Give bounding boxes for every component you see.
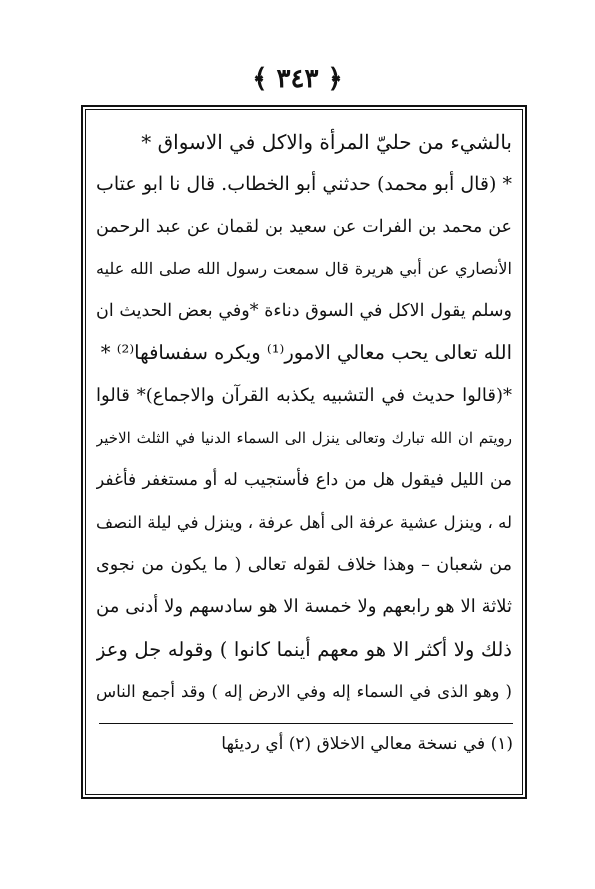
text-line-13: ذلك ولا أكثر الا هو معهم أينما كانوا ) وقوله جل وعز bbox=[96, 637, 512, 661]
text-line-6: الله تعالى يحب معالي الامور⁽¹⁾ ويكره سفسافها⁽²⁾ * bbox=[100, 341, 512, 365]
text-line-12: ثلاثة الا هو رابعهم ولا خمسة الا هو سادسهم ولا أدنى من bbox=[96, 596, 512, 618]
text-line-9: من الليل فيقول هل من داع فأستجيب له أو مستغفر فأغفر bbox=[96, 470, 512, 491]
text-line-10: له ، وينزل عشية عرفة الى أهل عرفة ، وينزل في ليلة النصف bbox=[96, 512, 512, 532]
body-text bbox=[96, 121, 512, 713]
text-line-11: من شعبان – وهذا خلاف لقوله تعالى ( ما يكون من نجوى bbox=[96, 554, 512, 575]
text-line-2: * (قال أبو محمد) حدثني أبو الخطاب. قال نا ابو عتاب bbox=[96, 173, 512, 196]
text-line-4: الأنصاري عن أبي هريرة قال سمعت رسول الله صلى الله عليه bbox=[96, 258, 512, 278]
text-line-1: بالشيء من حليّ المرأة والاكل في الاسواق * bbox=[141, 130, 512, 154]
footnote: (١) في نسخة معالي الاخلاق (٢) أي رديئها bbox=[221, 734, 513, 754]
text-line-3: عن محمد بن الفرات عن سعيد بن لقمان عن عبد الرحمن bbox=[96, 216, 512, 237]
text-line-14: ( وهو الذى في السماء إله وفي الارض إله ) وقد أجمع الناس bbox=[96, 681, 512, 701]
text-line-7: *(قالوا حديث في التشبيه يكذبه القرآن والاجماع)* قالوا bbox=[96, 384, 512, 406]
footnote-divider bbox=[99, 723, 513, 724]
text-line-8: رويتم ان الله تبارك وتعالى ينزل الى السماء الدنيا في الثلث الاخير bbox=[96, 429, 512, 448]
page-number: ﴿ ٣٤٣ ﴾ bbox=[252, 64, 343, 94]
text-line-5: وسلم يقول الاكل في السوق دناءة *وفي بعض الحديث ان bbox=[96, 301, 512, 322]
